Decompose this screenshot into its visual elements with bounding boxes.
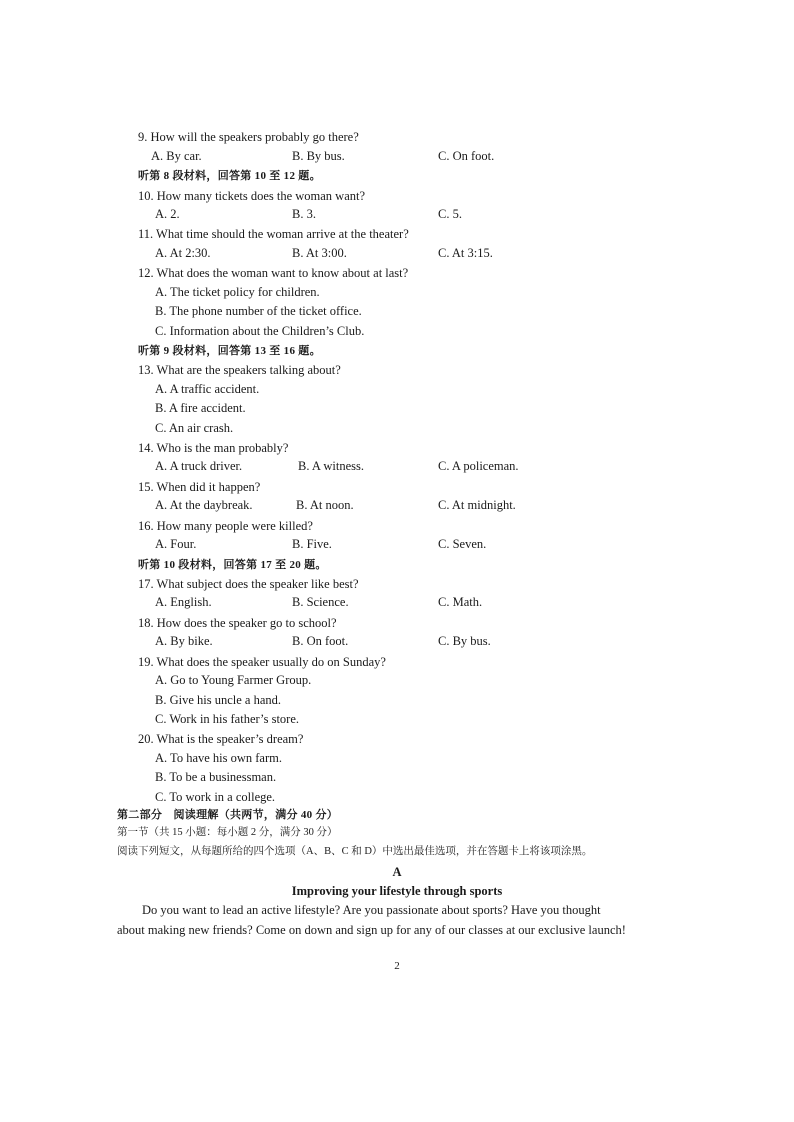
passage-letter: A (392, 865, 402, 879)
q15-option-c: C. At midnight. (438, 498, 516, 512)
passage-title: Improving your lifestyle through sports (291, 884, 503, 898)
question-14: 14. Who is the man probably? (138, 441, 289, 455)
q18-option-a: A. By bike. (155, 634, 213, 648)
q20-option-c: C. To work in a college. (155, 790, 276, 804)
question-18: 18. How does the speaker go to school? (138, 616, 337, 630)
q19-option-b: B. Give his uncle a hand. (155, 693, 282, 707)
q20-option-b: B. To be a businessman. (155, 770, 277, 784)
q19-option-c: C. Work in his father’s store. (155, 712, 300, 726)
q16-option-a: A. Four. (155, 537, 197, 551)
q14-option-b: B. A witness. (298, 459, 364, 473)
q12-option-c: C. Information about the Children’s Club. (155, 324, 365, 338)
q9-option-c: C. On foot. (438, 149, 495, 163)
passage-line-2: about making new friends? Come on down and sign up for any of our classes at our exclusive launch! (117, 923, 626, 937)
q13-option-a: A. A traffic accident. (155, 382, 260, 396)
q11-option-c: C. At 3:15. (438, 246, 493, 260)
q15-option-a: A. At the daybreak. (155, 498, 253, 512)
q10-option-c: C. 5. (438, 207, 462, 221)
section-9-heading: 听第 9 段材料，回答第 13 至 16 题。 (138, 345, 321, 357)
q12-option-b: B. The phone number of the ticket office. (155, 304, 362, 318)
q11-option-b: B. At 3:00. (292, 246, 347, 260)
q14-option-a: A. A truck driver. (155, 459, 243, 473)
q17-option-a: A. English. (155, 595, 212, 609)
part-2-title: 第二部分 阅读理解（共两节，满分 40 分） (117, 809, 339, 821)
q10-option-a: A. 2. (155, 207, 180, 221)
q9-option-a: A. By car. (151, 149, 202, 163)
passage-line-1: Do you want to lead an active lifestyle? Are you passionate about sports? Have you thought (142, 903, 601, 917)
question-20: 20. What is the speaker’s dream? (138, 732, 304, 746)
section-8-heading: 听第 8 段材料，回答第 10 至 12 题。 (138, 170, 321, 182)
q18-option-c: C. By bus. (438, 634, 491, 648)
q19-option-a: A. Go to Young Farmer Group. (155, 673, 312, 687)
question-12: 12. What does the woman want to know about at last? (138, 266, 409, 280)
q16-option-b: B. Five. (292, 537, 332, 551)
q9-option-b: B. By bus. (292, 149, 345, 163)
section-1-title: 第一节（共 15 小题：每小题 2 分，满分 30 分） (117, 827, 338, 838)
question-17: 17. What subject does the speaker like best? (138, 577, 359, 591)
page-number: 2 (394, 960, 400, 972)
q10-option-b: B. 3. (292, 207, 316, 221)
question-16: 16. How many people were killed? (138, 519, 313, 533)
question-10: 10. How many tickets does the woman want? (138, 189, 366, 203)
reading-instruction: 阅读下列短文，从每题所给的四个选项（A、B、C 和 D）中选出最佳选项，并在答题卡上将该项涂黑。 (117, 846, 593, 857)
q17-option-c: C. Math. (438, 595, 483, 609)
q12-option-a: A. The ticket policy for children. (155, 285, 320, 299)
q11-option-a: A. At 2:30. (155, 246, 211, 260)
question-15: 15. When did it happen? (138, 480, 261, 494)
question-13: 13. What are the speakers talking about? (138, 363, 341, 377)
question-9: 9. How will the speakers probably go there? (138, 130, 359, 144)
q20-option-a: A. To have his own farm. (155, 751, 282, 765)
question-19: 19. What does the speaker usually do on Sunday? (138, 655, 386, 669)
question-11: 11. What time should the woman arrive at the theater? (138, 227, 409, 241)
q15-option-b: B. At noon. (296, 498, 354, 512)
q16-option-c: C. Seven. (438, 537, 487, 551)
q18-option-b: B. On foot. (292, 634, 349, 648)
q14-option-c: C. A policeman. (438, 459, 519, 473)
section-10-heading: 听第 10 段材料，回答第 17 至 20 题。 (138, 559, 327, 571)
q13-option-b: B. A fire accident. (155, 401, 246, 415)
q17-option-b: B. Science. (292, 595, 349, 609)
q13-option-c: C. An air crash. (155, 421, 234, 435)
